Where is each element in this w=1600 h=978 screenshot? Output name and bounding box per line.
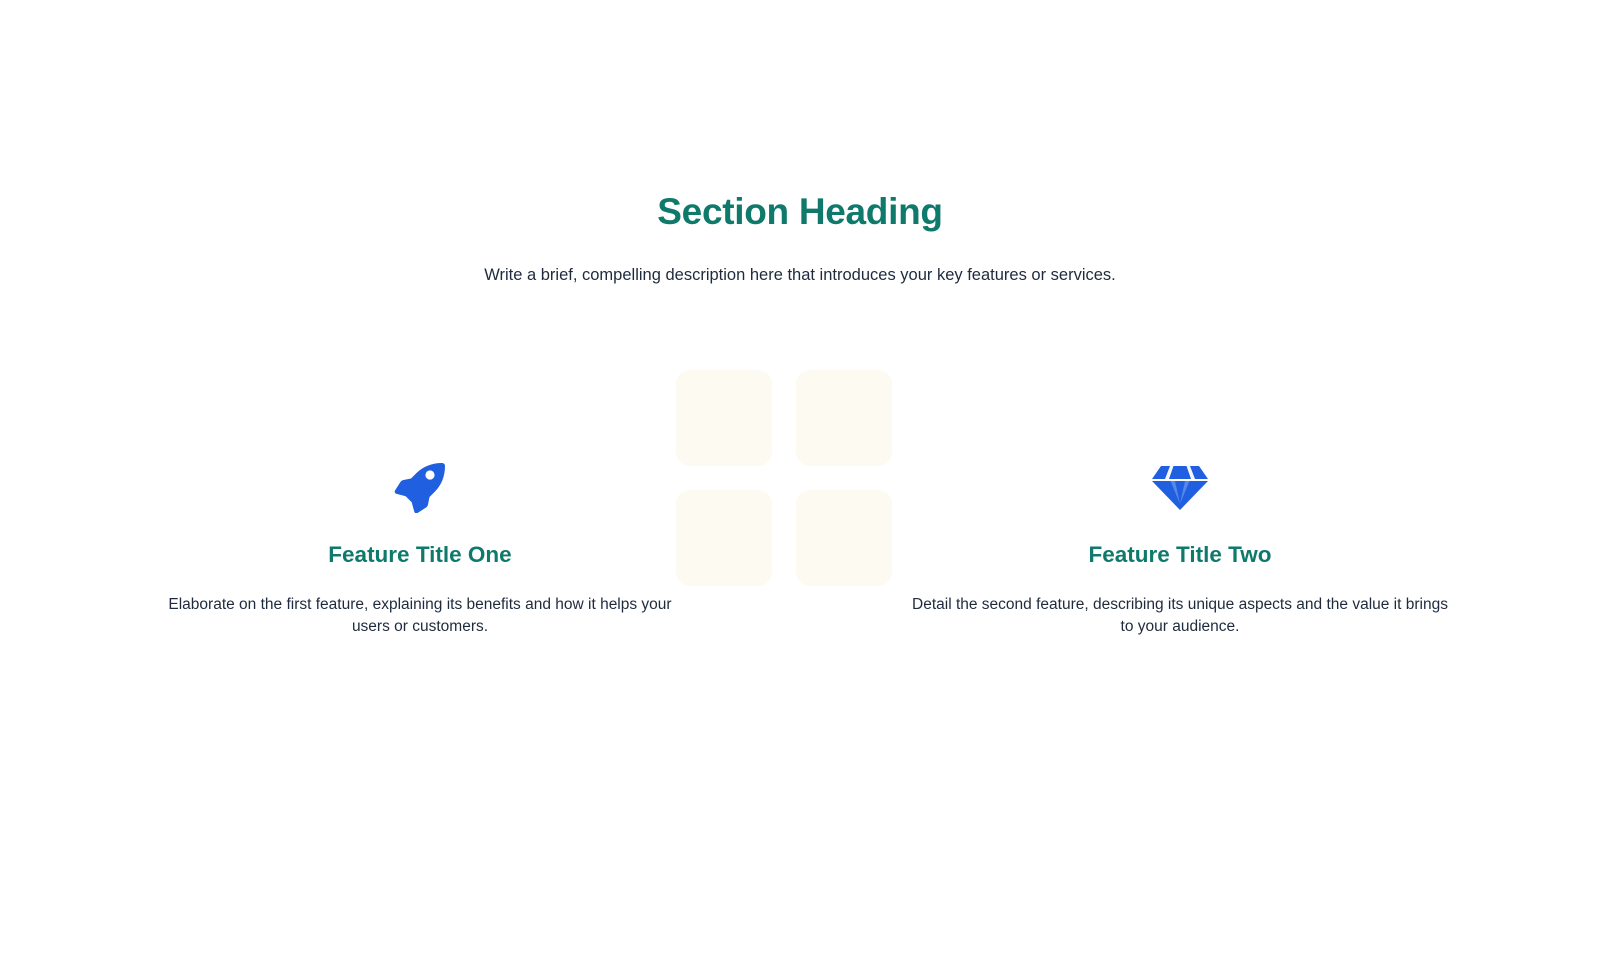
rocket-icon [140,455,700,515]
feature-title: Feature Title One [328,542,512,567]
decorative-tile-1 [676,370,772,466]
page-title: Section Heading [657,191,943,232]
section-header [0,190,1600,288]
feature-card-two [900,455,1460,639]
decorative-tile-2 [796,370,892,466]
section-description: Write a brief, compelling description here that introduces your key features or services. [484,266,1116,285]
feature-card-one [140,455,700,639]
feature-description: Elaborate on the first feature, explaining its benefits and how it helps your users or customers. [168,596,672,636]
feature-list [0,455,1600,639]
diamond-icon [900,455,1460,515]
feature-description: Detail the second feature, describing its unique aspects and the value it brings to your audience. [912,596,1448,636]
feature-title: Feature Title Two [1088,542,1272,567]
